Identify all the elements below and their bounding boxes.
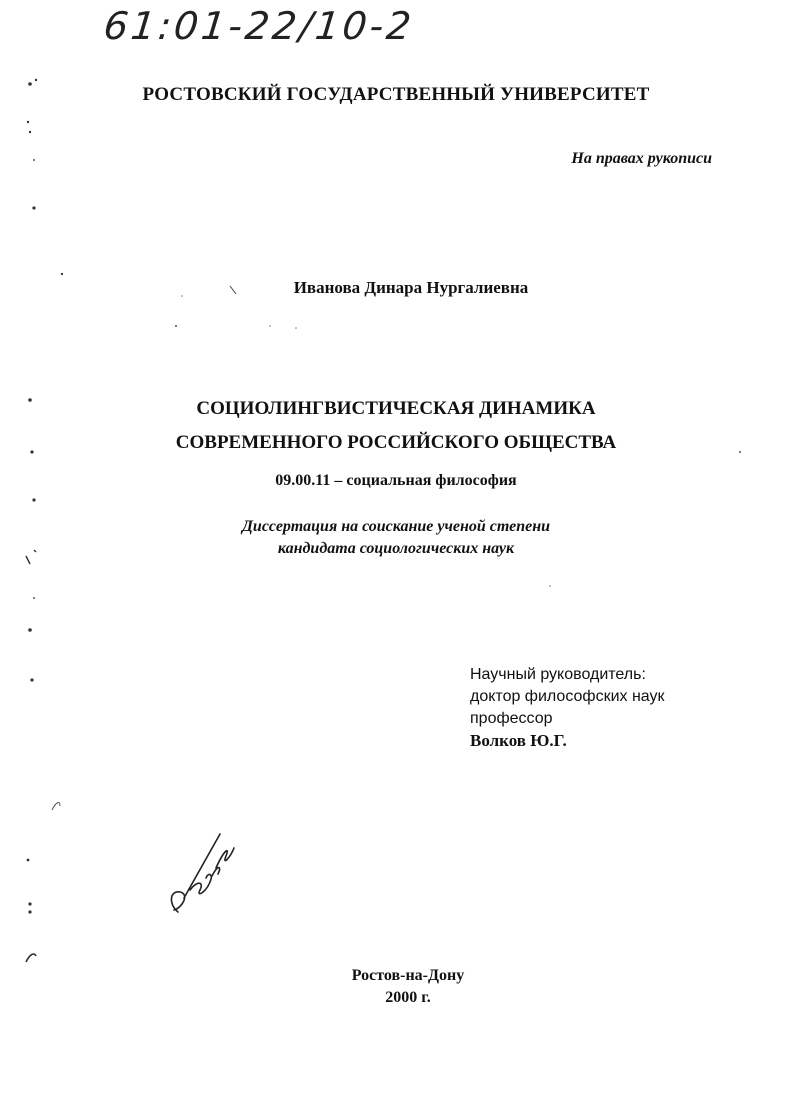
author-name: Иванова Динара Нургалиевна [293,278,529,297]
thesis-title-line-2: СОВРЕМЕННОГО РОССИЙСКОГО ОБЩЕСТВА [175,432,617,453]
supervisor-block [470,664,665,752]
thesis-title [0,392,792,460]
speck [26,954,36,962]
speck [61,273,63,275]
supervisor-name: Волков Ю.Г. [470,731,567,750]
specialty-code: 09.00.11 – социальная философия [275,472,517,489]
degree-line-1: Диссертация на соискание ученой степени [242,518,550,535]
supervisor-label: Научный руководитель: [470,666,646,683]
speck [35,79,37,81]
speck [28,628,32,632]
speck [27,859,30,862]
city: Ростов-на-Дону [351,967,465,984]
speck [28,902,31,905]
speck [27,121,29,123]
handwritten-catalog-code: 61:01-22/10-2 [101,4,416,48]
degree-statement [0,516,792,560]
speck [30,678,33,681]
speck [269,325,271,327]
speck [295,327,297,329]
speck [52,803,60,810]
speck [32,206,35,209]
university-name: РОСТОВСКИЙ ГОСУДАРСТВЕННЫЙ УНИВЕРСИТЕТ [142,84,650,105]
speck [33,159,35,161]
handwritten-signature [160,820,240,920]
signature-stroke [171,834,234,912]
year: 2000 г. [385,989,431,1006]
speck [549,585,551,587]
rights-note: На правах рукописи [571,150,712,167]
city-year-block [0,965,792,1009]
speck [28,910,31,913]
thesis-title-line-1: СОЦИОЛИНГВИСТИЧЕСКАЯ ДИНАМИКА [196,398,596,419]
speck [32,498,35,501]
supervisor-rank: профессор [470,710,553,727]
degree-line-2: кандидата социологических наук [277,540,515,557]
supervisor-degree: доктор философских наук [470,688,665,705]
speck [33,597,35,599]
speck [175,325,177,327]
speck [29,131,31,133]
